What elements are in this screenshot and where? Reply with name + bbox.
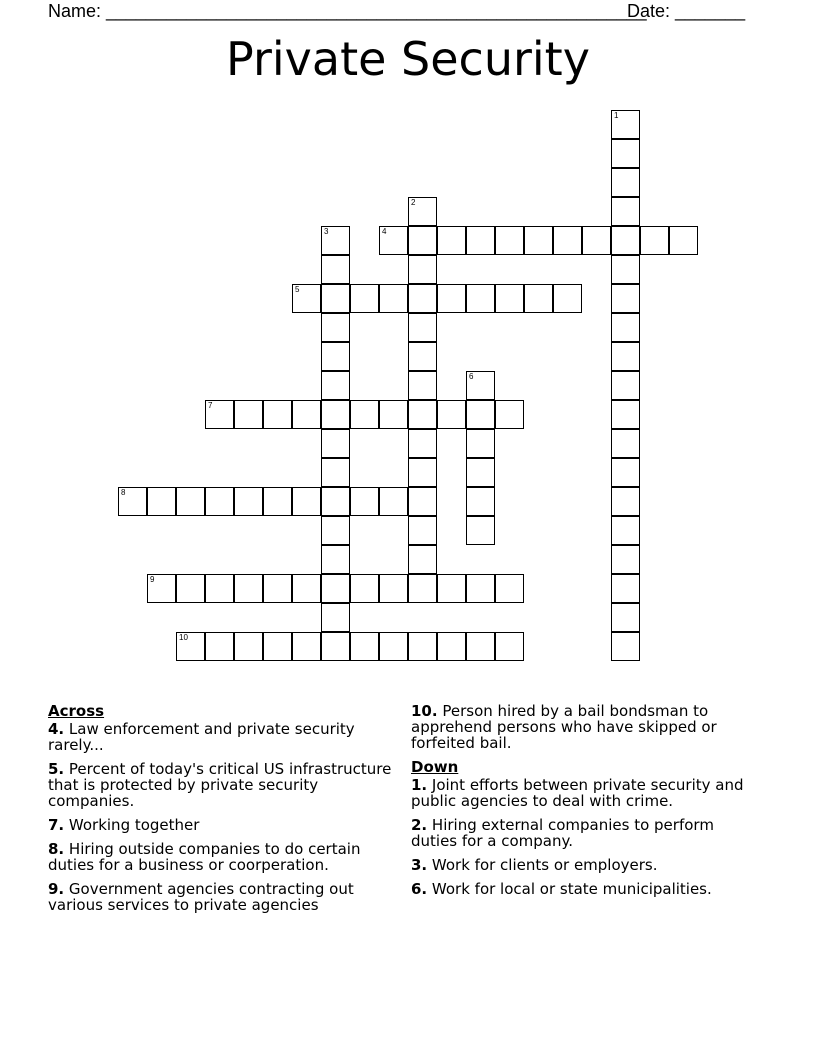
grid-cell[interactable]	[205, 487, 234, 516]
grid-cell[interactable]	[350, 487, 379, 516]
grid-cell[interactable]	[379, 632, 408, 661]
grid-cell[interactable]	[147, 487, 176, 516]
clue-number: 9.	[48, 880, 65, 898]
clue-text: Working together	[64, 816, 200, 834]
grid-cell[interactable]	[176, 487, 205, 516]
grid-cell[interactable]	[408, 313, 437, 342]
grid-cell[interactable]	[379, 226, 408, 255]
grid-cell[interactable]	[408, 255, 437, 284]
grid-cell[interactable]	[379, 400, 408, 429]
name-field[interactable]: Name: ______________________________________________________	[48, 1, 647, 21]
grid-cell[interactable]	[437, 574, 466, 603]
grid-cell[interactable]	[611, 139, 640, 168]
grid-cell[interactable]	[147, 574, 176, 603]
grid-cell[interactable]	[350, 632, 379, 661]
grid-cell[interactable]	[495, 284, 524, 313]
grid-cell[interactable]	[611, 574, 640, 603]
clue-text: Person hired by a bail bondsman to apprehend persons who have skipped or forfeited bail.	[411, 702, 717, 752]
down-clue	[411, 777, 756, 809]
grid-cell[interactable]	[611, 342, 640, 371]
grid-cell[interactable]	[466, 574, 495, 603]
grid-cell[interactable]	[466, 458, 495, 487]
grid-cell[interactable]	[611, 313, 640, 342]
clue-number: 4	[382, 227, 387, 236]
grid-cell[interactable]	[553, 226, 582, 255]
grid-cell[interactable]	[350, 400, 379, 429]
grid-cell[interactable]	[379, 574, 408, 603]
clue-text: Law enforcement and private security rarely...	[48, 720, 355, 754]
grid-cell[interactable]	[437, 400, 466, 429]
clue-number: 7	[208, 401, 213, 410]
clue-text: Hiring outside companies to do certain duties for a business or coorperation.	[48, 840, 361, 874]
grid-cell[interactable]	[408, 458, 437, 487]
page-title: Private Security	[226, 32, 590, 86]
clue-number: 2	[411, 198, 416, 207]
clue-number: 3	[324, 227, 329, 236]
grid-cell[interactable]	[321, 255, 350, 284]
grid-cell[interactable]	[321, 342, 350, 371]
grid-cell[interactable]	[176, 632, 205, 661]
across-clues	[48, 703, 393, 921]
grid-cell[interactable]	[321, 284, 350, 313]
grid-cell[interactable]	[263, 574, 292, 603]
clue-number: 5.	[48, 760, 65, 778]
grid-cell[interactable]	[408, 226, 437, 255]
grid-cell[interactable]	[350, 574, 379, 603]
grid-cell[interactable]	[234, 400, 263, 429]
grid-cell[interactable]	[437, 284, 466, 313]
grid-cell[interactable]	[292, 487, 321, 516]
grid-cell[interactable]	[408, 429, 437, 458]
grid-cell[interactable]	[408, 197, 437, 226]
grid-cell[interactable]	[466, 516, 495, 545]
grid-cell[interactable]	[524, 284, 553, 313]
grid-cell[interactable]	[408, 487, 437, 516]
grid-cell[interactable]	[321, 603, 350, 632]
grid-cell[interactable]	[408, 516, 437, 545]
grid-cell[interactable]	[118, 487, 147, 516]
grid-cell[interactable]	[292, 284, 321, 313]
clue-number: 8.	[48, 840, 65, 858]
date-field[interactable]: Date: _______	[627, 1, 746, 21]
down-clues-column	[411, 703, 756, 905]
grid-cell[interactable]	[408, 342, 437, 371]
across-heading: Across	[48, 702, 105, 720]
grid-cell[interactable]	[321, 429, 350, 458]
clue-number: 6.	[411, 880, 428, 898]
grid-cell[interactable]	[466, 632, 495, 661]
grid-cell[interactable]	[321, 226, 350, 255]
clue-number: 10.	[411, 702, 438, 720]
across-clue	[48, 841, 393, 873]
grid-cell[interactable]	[321, 632, 350, 661]
grid-cell[interactable]	[205, 632, 234, 661]
grid-cell[interactable]	[321, 371, 350, 400]
grid-cell[interactable]	[466, 400, 495, 429]
clue-text: Joint efforts between private security and public agencies to deal with crime.	[411, 776, 744, 810]
clue-number: 4.	[48, 720, 65, 738]
across-clue	[411, 703, 756, 751]
grid-cell[interactable]	[611, 458, 640, 487]
grid-cell[interactable]	[466, 284, 495, 313]
grid-cell[interactable]	[611, 632, 640, 661]
grid-cell[interactable]	[408, 400, 437, 429]
across-clue	[48, 761, 393, 809]
clue-number: 7.	[48, 816, 65, 834]
grid-cell[interactable]	[263, 632, 292, 661]
clue-number: 10	[179, 633, 188, 642]
grid-cell[interactable]	[408, 284, 437, 313]
clue-text: Percent of today's critical US infrastructure that is protected by private security companies.	[48, 760, 392, 810]
across-clue	[48, 881, 393, 913]
grid-cell[interactable]	[234, 632, 263, 661]
grid-cell[interactable]	[611, 545, 640, 574]
grid-cell[interactable]	[611, 255, 640, 284]
grid-cell[interactable]	[553, 284, 582, 313]
across-clue	[48, 817, 393, 833]
grid-cell[interactable]	[321, 545, 350, 574]
grid-cell[interactable]	[176, 574, 205, 603]
grid-cell[interactable]	[611, 400, 640, 429]
down-clue	[411, 857, 756, 873]
grid-cell[interactable]	[466, 487, 495, 516]
grid-cell[interactable]	[611, 168, 640, 197]
grid-cell[interactable]	[611, 226, 640, 255]
down-clue	[411, 881, 756, 897]
grid-cell[interactable]	[669, 226, 698, 255]
clue-text: Government agencies contracting out various services to private agencies	[48, 880, 354, 914]
clue-number: 2.	[411, 816, 428, 834]
grid-cell[interactable]	[408, 545, 437, 574]
grid-cell[interactable]	[292, 400, 321, 429]
grid-cell[interactable]	[437, 632, 466, 661]
across-clue	[48, 721, 393, 753]
grid-cell[interactable]	[408, 574, 437, 603]
grid-cell[interactable]	[495, 574, 524, 603]
grid-cell[interactable]	[640, 226, 669, 255]
grid-cell[interactable]	[350, 284, 379, 313]
grid-cell[interactable]	[205, 574, 234, 603]
grid-cell[interactable]	[611, 371, 640, 400]
grid-cell[interactable]	[611, 110, 640, 139]
grid-cell[interactable]	[524, 226, 553, 255]
grid-cell[interactable]	[234, 487, 263, 516]
grid-cell[interactable]	[321, 313, 350, 342]
grid-cell[interactable]	[321, 487, 350, 516]
down-heading: Down	[411, 758, 459, 776]
clue-text: Hiring external companies to perform duties for a company.	[411, 816, 714, 850]
clue-number: 6	[469, 372, 474, 381]
grid-cell[interactable]	[611, 429, 640, 458]
grid-cell[interactable]	[437, 226, 466, 255]
grid-cell[interactable]	[379, 284, 408, 313]
grid-cell[interactable]	[611, 197, 640, 226]
grid-cell[interactable]	[292, 574, 321, 603]
clue-text: Work for local or state municipalities.	[427, 880, 712, 898]
grid-cell[interactable]	[234, 574, 263, 603]
grid-cell[interactable]	[611, 603, 640, 632]
grid-cell[interactable]	[611, 516, 640, 545]
grid-cell[interactable]	[408, 632, 437, 661]
clue-text: Work for clients or employers.	[427, 856, 658, 874]
grid-cell[interactable]	[495, 226, 524, 255]
grid-cell[interactable]	[205, 400, 234, 429]
grid-cell[interactable]	[466, 371, 495, 400]
grid-cell[interactable]	[495, 632, 524, 661]
grid-cell[interactable]	[321, 516, 350, 545]
clue-number: 1.	[411, 776, 428, 794]
clue-number: 8	[121, 488, 126, 497]
grid-cell[interactable]	[408, 371, 437, 400]
down-clue	[411, 817, 756, 849]
grid-cell[interactable]	[495, 400, 524, 429]
grid-cell[interactable]	[263, 487, 292, 516]
grid-cell[interactable]	[582, 226, 611, 255]
clue-number: 3.	[411, 856, 428, 874]
grid-cell[interactable]	[466, 226, 495, 255]
grid-cell[interactable]	[292, 632, 321, 661]
grid-cell[interactable]	[321, 458, 350, 487]
grid-cell[interactable]	[379, 487, 408, 516]
grid-cell[interactable]	[611, 487, 640, 516]
grid-cell[interactable]	[321, 400, 350, 429]
grid-cell[interactable]	[466, 429, 495, 458]
clue-number: 1	[614, 111, 619, 120]
grid-cell[interactable]	[321, 574, 350, 603]
grid-cell[interactable]	[263, 400, 292, 429]
clue-number: 9	[150, 575, 155, 584]
clue-number: 5	[295, 285, 300, 294]
grid-cell[interactable]	[611, 284, 640, 313]
